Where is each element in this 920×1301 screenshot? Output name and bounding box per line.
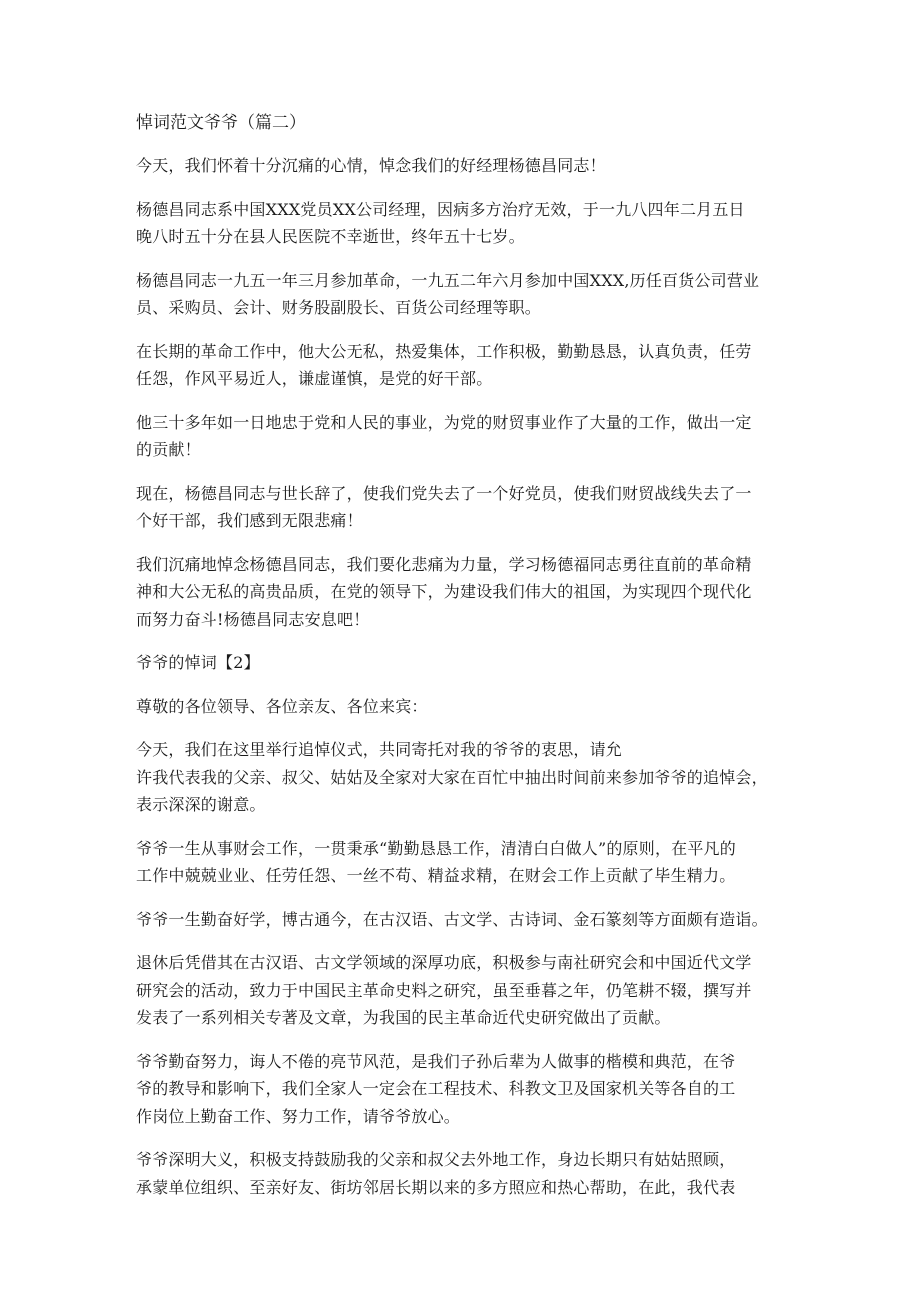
paragraph: 爷爷一生从事财会工作，一贯秉承“勤勤恳恳工作，清清白白做人”的原则，在平凡的 工作中兢兢业业、任劳任怨、一丝不苟、精益求精，在财会工作上贡献了毕生精力。 (136, 838, 736, 885)
paragraph: 他三十多年如一日地忠于党和人民的事业，为党的财贸事业作了大量的工作，做出一定 的贡献！ (136, 412, 752, 459)
paragraph: 爷爷勤奋努力，诲人不倦的亮节风范，是我们子孙后辈为人做事的楷模和典范，在爷 爷的教导和影响下，我们全家人一定会在工程技术、科教文卫及国家机关等各自的工 作岗位上勤奋工作、努力工作，请爷爷放心。 (136, 1051, 736, 1126)
paragraph: 爷爷一生勤奋好学，博古通今，在古汉语、古文学、古诗词、金石篆刻等方面颇有造诣。 (136, 909, 768, 929)
paragraph: 退休后凭借其在古汉语、古文学领域的深厚功底，积极参与南社研究会和中国近代文学 研究会的活动，致力于中国民主革命史料之研究，虽至垂暮之年，仍笔耕不辍，撰写并 发表了一系列相关专著及文章，为我国的民主革命近代史研究做出了贡献。 (136, 953, 752, 1027)
paragraph: 杨德昌同志一九五一年三月参加革命，一九五二年六月参加中国XXX,历任百货公司营业 员、采购员、会计、财务股副股长、百货公司经理等职。 (136, 270, 760, 317)
paragraph: 现在，杨德昌同志与世长辞了，使我们党失去了一个好党员，使我们财贸战线失去了一 个好干部，我们感到无限悲痛！ (136, 483, 752, 530)
paragraph: 今天，我们在这里举行追悼仪式，共同寄托对我的爷爷的衷思，请允 许我代表我的父亲、叔父、姑姑及全家对大家在百忙中抽出时间前来参加爷爷的追悼会， 表示深深的谢意。 (136, 740, 768, 814)
paragraph: 爷爷深明大义，积极支持鼓励我的父亲和叔父去外地工作，身边长期只有姑姑照顾， 承蒙单位组织、至亲好友、街坊邻居长期以来的多方照应和热心帮助，在此，我代表 (136, 1150, 736, 1197)
document-body (136, 108, 788, 1217)
paragraph: 在长期的革命工作中，他大公无私，热爱集体，工作积极，勤勤恳恳，认真负责，任劳 任怨，作风平易近人，谦虚谨慎，是党的好干部。 (136, 341, 752, 388)
salutation: 尊敬的各位领导、各位亲友、各位来宾： (136, 696, 428, 716)
paragraph: 我们沉痛地悼念杨德昌同志，我们要化悲痛为力量，学习杨德福同志勇往直前的革命精 神和大公无私的高贵品质，在党的领导下，为建设我们伟大的祖国，为实现四个现代化 而努力奋斗!杨德昌同志安息吧！ (136, 554, 752, 629)
document-title: 悼词范文爷爷（篇二） (136, 113, 306, 133)
paragraph: 杨德昌同志系中国XXX党员XX公司经理，因病多方治疗无效，于一九八四年二月五日 晚八时五十分在县人民医院不幸逝世，终年五十七岁。 (136, 199, 745, 246)
section-heading: 爷爷的悼词【2】 (136, 653, 260, 672)
paragraph: 今天，我们怀着十分沉痛的心情，悼念我们的好经理杨德昌同志！ (136, 156, 606, 175)
